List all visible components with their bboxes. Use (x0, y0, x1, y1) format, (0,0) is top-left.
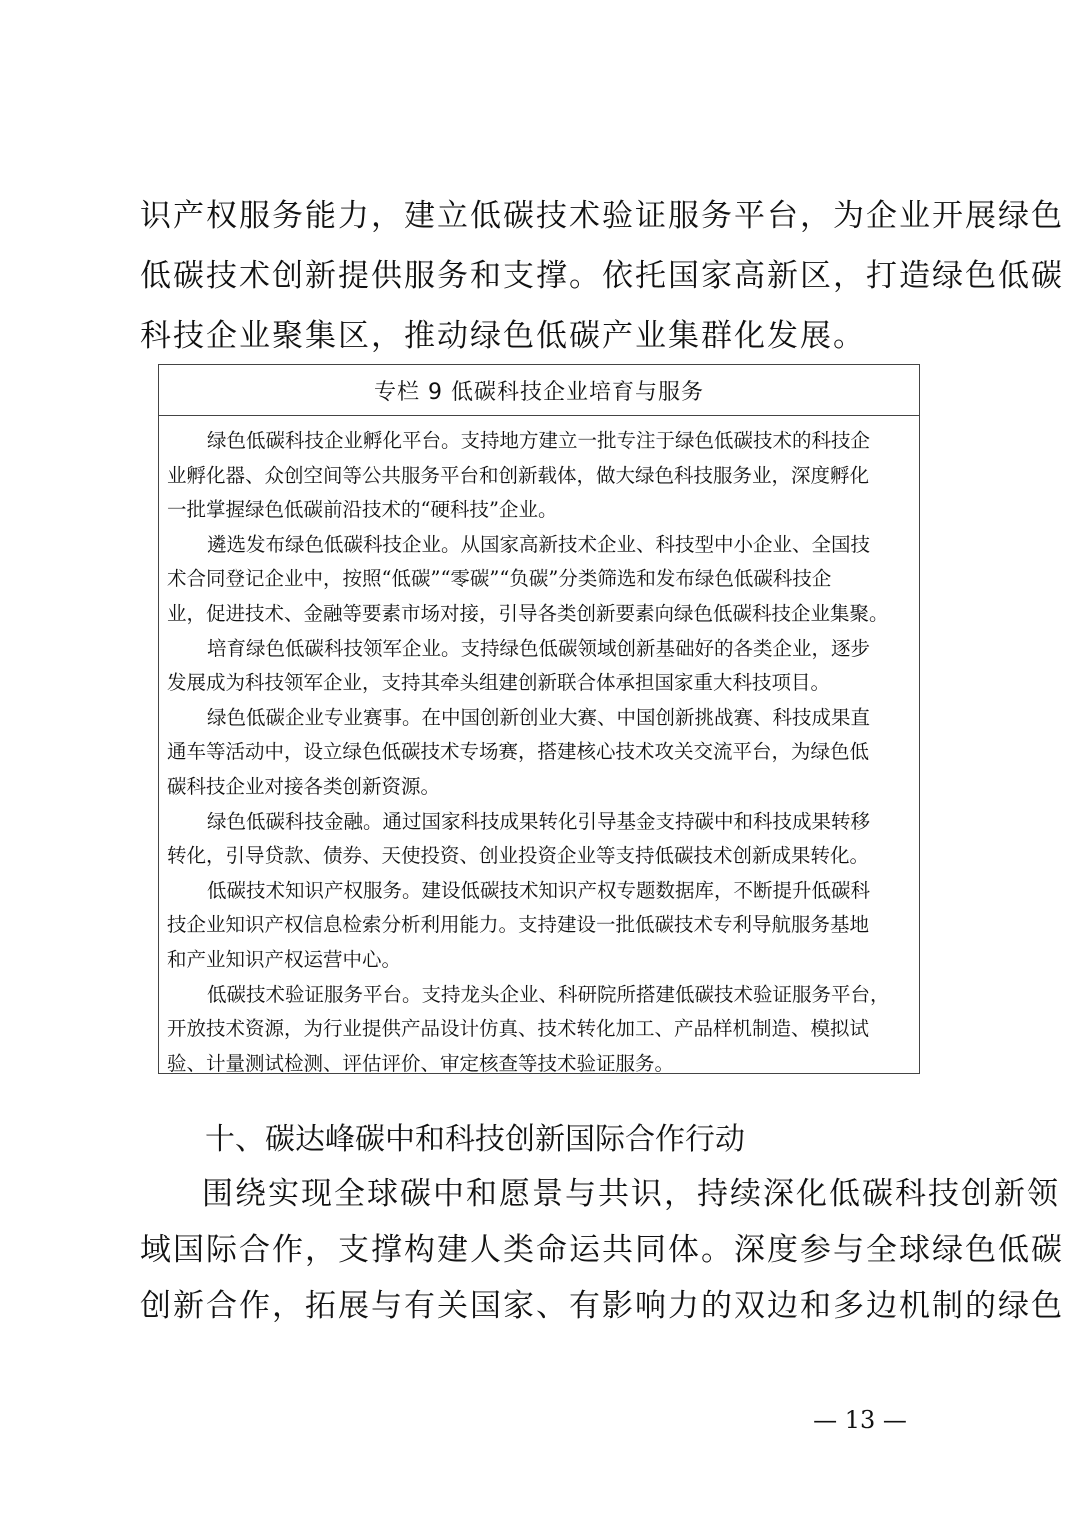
column-box-header (159, 365, 919, 416)
box-line: 绿色低碳科技企业孵化平台。支持地方建立一批专注于绿色低碳技术的科技企 (207, 429, 871, 452)
intro-line: 科技企业聚集区，推动绿色低碳产业集群化发展。 (140, 318, 866, 354)
section-line: 创新合作，拓展与有关国家、有影响力的双边和多边机制的绿色 (140, 1288, 1064, 1324)
box-line: 技企业知识产权信息检索分析利用能力。支持建设一批低碳技术专利导航服务基地 (167, 913, 870, 937)
box-paragraph-verification-platform (167, 978, 913, 1082)
page-number: — 13 — (813, 1406, 907, 1434)
intro-line: 低碳技术创新提供服务和支撑。依托国家高新区，打造绿色低碳 (140, 258, 1064, 294)
section-line: 域国际合作，支撑构建人类命运共同体。深度参与全球绿色低碳 (140, 1232, 1064, 1268)
box-paragraph-incubation (167, 424, 913, 528)
section-paragraph (140, 1166, 1064, 1334)
box-paragraph-competitions (167, 701, 913, 805)
box-line: 遴选发布绿色低碳科技企业。从国家高新技术企业、科技型中小企业、全国技 (207, 532, 871, 556)
box-line: 低碳技术知识产权服务。建设低碳技术知识产权专题数据库，不断提升低碳科 (207, 878, 871, 902)
box-line: 绿色低碳企业专业赛事。在中国创新创业大赛、中国创新挑战赛、科技成果直 (207, 705, 871, 729)
column-box (158, 364, 920, 1074)
box-line: 通车等活动中，设立绿色低碳技术专场赛，搭建核心技术攻关交流平台，为绿色低 (167, 740, 870, 764)
column-box-body (159, 416, 919, 1081)
box-line: 碳科技企业对接各类创新资源。 (167, 774, 441, 798)
box-line: 术合同登记企业中，按照“低碳”“零碳”“负碳”分类筛选和发布绿色低碳科技企 (167, 567, 832, 591)
box-line: 绿色低碳科技金融。通过国家科技成果转化引导基金支持碳中和科技成果转移 (207, 809, 871, 833)
box-line: 转化，引导贷款、债券、天使投资、创业投资企业等支持低碳技术创新成果转化。 (167, 844, 870, 868)
box-line: 一批掌握绿色低碳前沿技术的“硬科技”企业。 (167, 498, 558, 522)
box-paragraph-ip-services (167, 874, 913, 978)
box-line: 业孵化器、众创空间等公共服务平台和创新载体，做大绿色科技服务业，深度孵化 (167, 463, 870, 487)
intro-paragraph (140, 186, 1064, 366)
box-line: 低碳技术验证服务平台。支持龙头企业、科研院所搭建低碳技术验证服务平台， (207, 982, 890, 1006)
section-line: 围绕实现全球碳中和愿景与共识，持续深化低碳科技创新领 (202, 1176, 1060, 1212)
box-line: 培育绿色低碳科技领军企业。支持绿色低碳领域创新基础好的各类企业，逐步 (207, 636, 871, 660)
section-heading: 十、碳达峰碳中和科技创新国际合作行动 (205, 1122, 745, 1157)
box-paragraph-selection (167, 528, 913, 632)
box-line: 发展成为科技领军企业，支持其牵头组建创新联合体承担国家重大科技项目。 (167, 671, 831, 695)
box-line: 业，促进技术、金融等要素市场对接，引导各类创新要素向绿色低碳科技企业集聚。 (167, 601, 889, 625)
box-line: 开放技术资源，为行业提供产品设计仿真、技术转化加工、产品样机制造、模拟试 (167, 1017, 870, 1041)
box-paragraph-leading-enterprises (167, 632, 913, 701)
box-line: 和产业知识产权运营中心。 (167, 947, 402, 971)
intro-line: 识产权服务能力，建立低碳技术验证服务平台，为企业开展绿色 (140, 198, 1064, 234)
column-box-title: 专栏 9 低碳科技企业培育与服务 (374, 379, 704, 405)
box-paragraph-finance (167, 805, 913, 874)
box-line: 验、计量测试检测、评估评价、审定核查等技术验证服务。 (167, 1051, 675, 1075)
